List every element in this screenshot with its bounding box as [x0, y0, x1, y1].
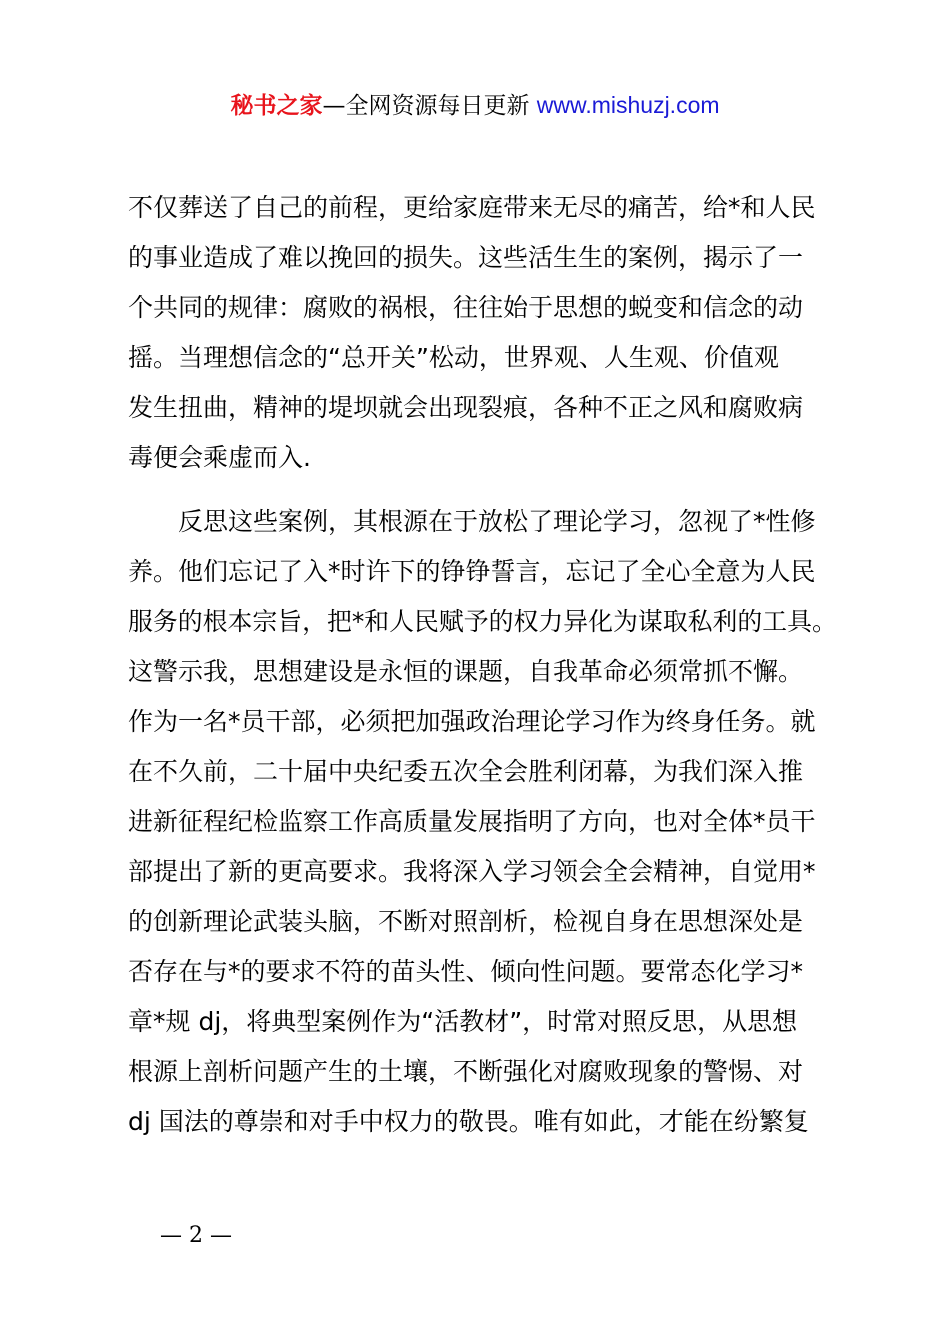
text-line: 养。他们忘记了入*时许下的铮铮誓言，忘记了全心全意为人民	[128, 557, 816, 586]
text-line: 根源上剖析问题产生的土壤，不断强化对腐败现象的警惕、对	[128, 1057, 804, 1086]
text-line: dj 国法的尊崇和对手中权力的敬畏。唯有如此，才能在纷繁复	[128, 1107, 809, 1136]
site-brand: 秘书之家	[230, 93, 323, 119]
text-line: 的创新理论武装头脑，不断对照剖析，检视自身在思想深处是	[128, 907, 804, 936]
text-line: 否存在与*的要求不符的苗头性、倾向性问题。要常态化学习*	[128, 957, 804, 986]
text-line: 个共同的规律：腐败的祸根，往往始于思想的蜕变和信念的动	[128, 293, 804, 322]
text-line: 章*规 dj，将典型案例作为“活教材”，时常对照反思，从思想	[128, 1007, 798, 1036]
text-line: 反思这些案例，其根源在于放松了理论学习，忽视了*性修	[128, 507, 816, 536]
text-line: 毒便会乘虚而入.	[128, 443, 311, 472]
text-line: 作为一名*员干部，必须把加强政治理论学习作为终身任务。就	[128, 707, 816, 736]
page-number: — 2 —	[160, 1223, 232, 1248]
paragraph-spacer	[128, 483, 838, 497]
site-url-link[interactable]: www.mishuzj.com	[536, 92, 720, 118]
paragraph-2	[128, 497, 838, 1147]
text-line: 这警示我，思想建设是永恒的课题，自我革命必须常抓不懈。	[128, 657, 804, 686]
paragraph-1	[128, 183, 838, 483]
text-line: 部提出了新的更高要求。我将深入学习领会全会精神，自觉用*	[128, 857, 816, 886]
document-body	[128, 183, 838, 1147]
site-header	[0, 88, 950, 123]
text-line: 摇。当理想信念的“总开关”松动，世界观、人生观、价值观	[128, 343, 779, 372]
text-line: 发生扭曲，精神的堤坝就会出现裂痕，各种不正之风和腐败病	[128, 393, 804, 422]
text-line: 进新征程纪检监察工作高质量发展指明了方向，也对全体*员干	[128, 807, 816, 836]
text-line: 在不久前，二十届中央纪委五次全会胜利闭幕，为我们深入推	[128, 757, 804, 786]
text-line: 不仅葬送了自己的前程，更给家庭带来无尽的痛苦，给*和人民	[128, 193, 816, 222]
text-line: 的事业造成了难以挽回的损失。这些活生生的案例，揭示了一	[128, 243, 804, 272]
text-line: 服务的根本宗旨，把*和人民赋予的权力异化为谋取私利的工具。	[128, 607, 837, 636]
site-tagline: —全网资源每日更新	[322, 93, 537, 119]
